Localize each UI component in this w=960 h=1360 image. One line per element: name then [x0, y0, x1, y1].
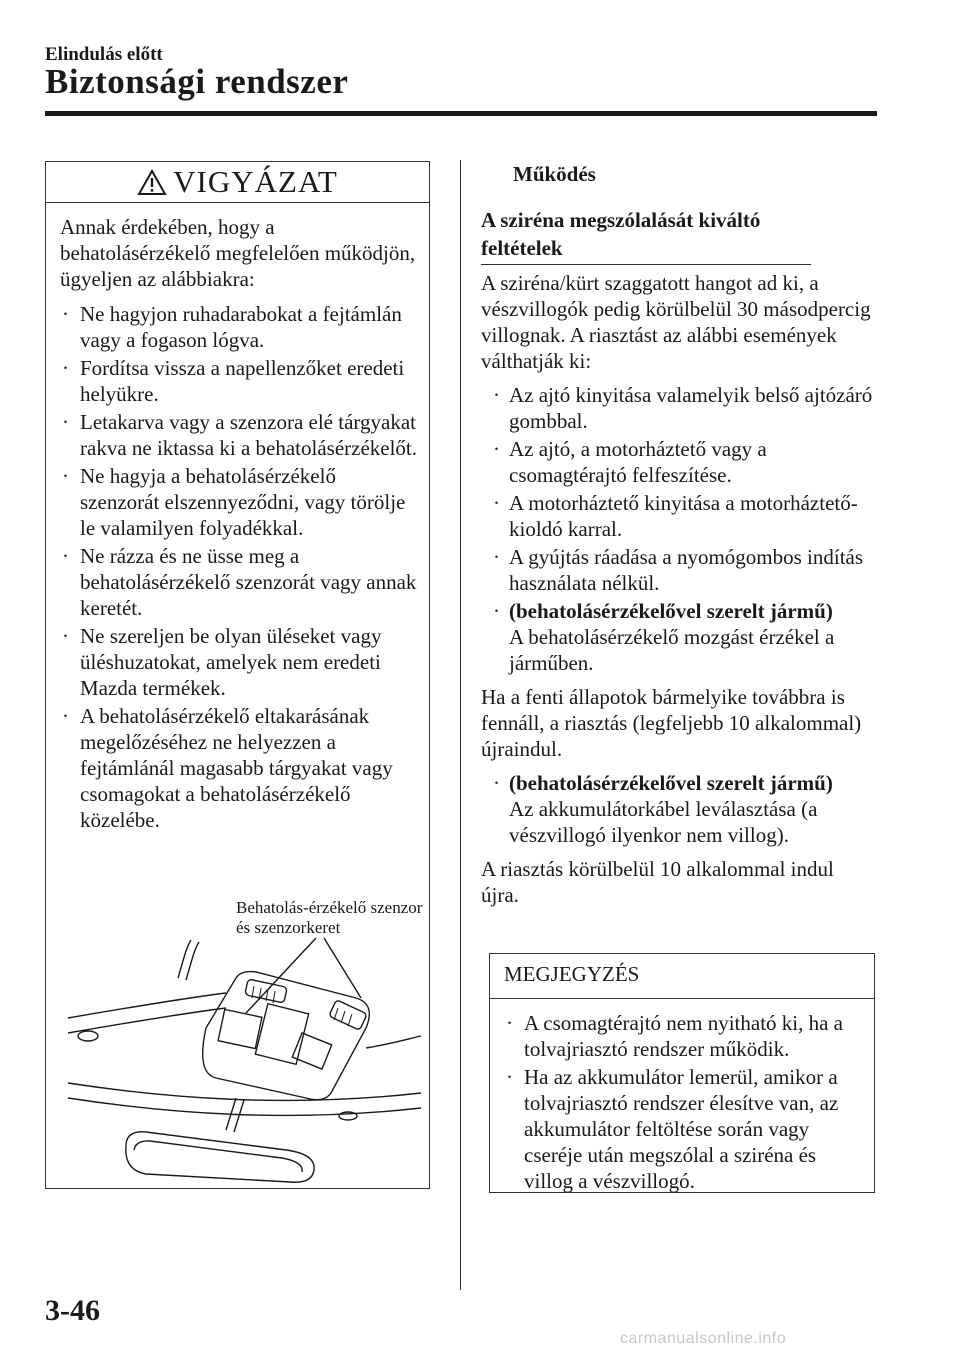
paragraph: Ha a fenti állapotok bármelyike továbbra is fennáll, a riasztás (legfeljebb 10 alkalommal) újraindul. [481, 685, 862, 761]
list-item: · Ne rázza és ne üsse meg a behatolásérzékelő szenzorát vagy annak keretét. [62, 544, 417, 620]
figure-label: Behatolás-érzékelő szenzor és szenzorkeret [236, 898, 423, 937]
note-box [489, 953, 875, 1193]
roof-console-illustration [66, 898, 426, 1188]
subheading: A sziréna megszólalását kiváltó feltételek [481, 206, 811, 265]
section-label: Elindulás előtt [45, 44, 163, 65]
list-item: · Ne hagyja a behatolásérzékelő szenzorát elszennyeződni, vagy törölje le valamilyen folyadékkal. [62, 464, 406, 540]
warning-triangle-icon [137, 169, 167, 196]
list-item: · A csomagtérajtó nem nyitható ki, ha a tolvajriasztó rendszer működik. [506, 1011, 843, 1061]
warning-separator [46, 202, 429, 203]
list-item: · Fordítsa vissza a napellenzőket eredeti helyükre. [62, 356, 405, 406]
warning-body [60, 214, 420, 835]
list-item: · (behatolásérzékelővel szerelt jármű) Az akkumulátorkábel leválasztása (a vészvillogó ilyenkor nem villog). [493, 771, 833, 847]
note-title: MEGJEGYZÉS [504, 962, 640, 986]
warning-title: VIGYÁZAT [173, 164, 338, 199]
list-item: · A gyújtás ráadása a nyomógombos indítás használata nélkül. [493, 545, 864, 595]
list-item: · Az ajtó kinyitása valamelyik belső ajtózáró gombbal. [493, 383, 873, 433]
warning-box [45, 161, 430, 1189]
list-item: · (behatolásérzékelővel szerelt jármű) A behatolásérzékelő mozgást érzékel a járműben. [493, 599, 835, 675]
paragraph: A riasztás körülbelül 10 alkalommal indul újra. [481, 857, 834, 907]
section-heading: Működés [513, 162, 596, 186]
watermark: carmanualsonline.info [620, 1330, 787, 1347]
right-column [481, 270, 876, 908]
paragraph: A sziréna/kürt szaggatott hangot ad ki, a vészvillogók pedig körülbelül 30 másodpercig villognak. A riasztást az alábbi események válthatják ki: [481, 271, 871, 373]
note-list [504, 1010, 864, 1194]
trigger-list-2 [481, 770, 876, 848]
list-item: · Ne szereljen be olyan üléseket vagy üléshuzatokat, amelyek nem eredeti Mazda termékek. [62, 624, 382, 700]
warning-header [46, 162, 429, 202]
note-separator [490, 998, 874, 999]
list-item: · A motorháztető kinyitása a motorháztető-kioldó karral. [493, 491, 858, 541]
page-number: 3-46 [45, 1294, 100, 1327]
warning-intro: Annak érdekében, hogy a behatolásérzékelő megfelelően működjön, ügyeljen az alábbiakra: [60, 215, 416, 291]
trigger-list [481, 382, 876, 676]
page-title: Biztonsági rendszer [45, 62, 349, 101]
list-item: · Az ajtó, a motorháztető vagy a csomagtérajtó felfeszítése. [493, 437, 767, 487]
list-item: · A behatolásérzékelő eltakarásának megelőzéséhez ne helyezzen a fejtámlánál magasabb tárgyakat vagy csomagokat a behatolásérzékelő közelébe. [62, 704, 393, 832]
warning-list [60, 301, 420, 833]
list-item: · Letakarva vagy a szenzora elé tárgyakat rakva ne iktassa ki a behatolásérzékelőt. [62, 410, 418, 460]
intrusion-sensor-figure [66, 898, 426, 1188]
list-item: · Ha az akkumulátor lemerül, amikor a tolvajriasztó rendszer élesítve van, az akkumulátor feltöltése során vagy cseréje után megszólal a sziréna és villog a vészvillogó. [506, 1065, 839, 1193]
column-divider [460, 160, 461, 1290]
header-rule [45, 111, 877, 116]
note-body [504, 1010, 864, 1196]
list-item: · Ne hagyjon ruhadarabokat a fejtámlán vagy a fogason lógva. [62, 302, 402, 352]
